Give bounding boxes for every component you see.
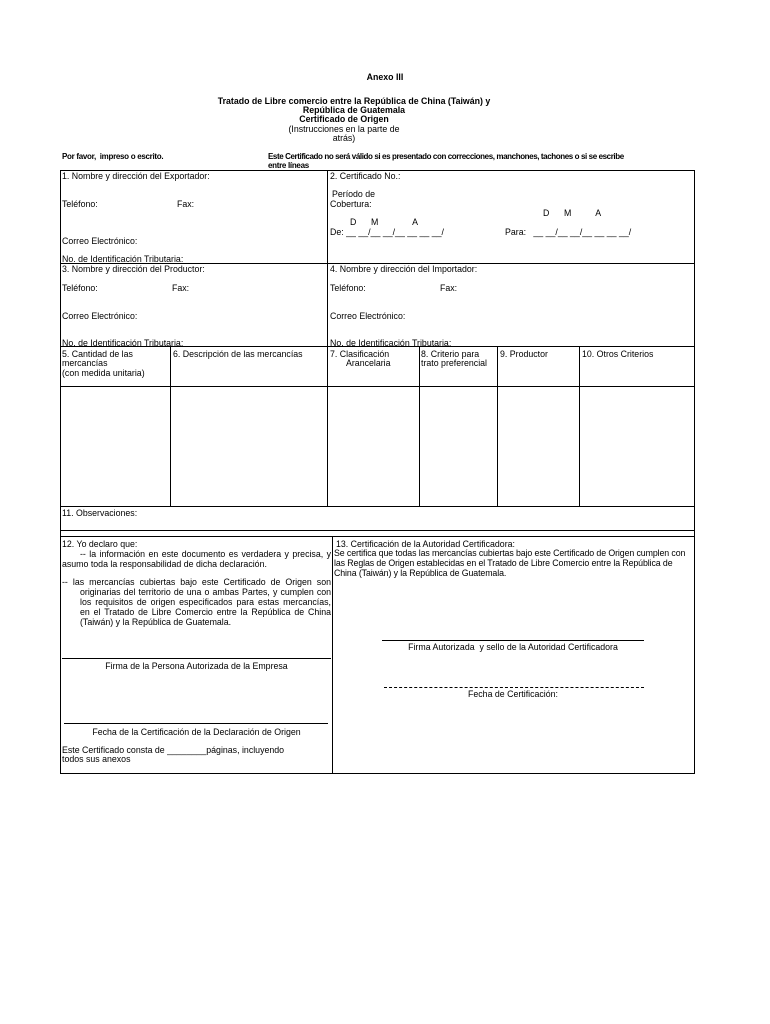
producer-email-label: Correo Electrónico: [62,311,138,321]
producer-taxid-label: No. de Identificación Tributaria: [62,338,184,348]
col5-header-line1: 5. Cantidad de las [62,349,133,359]
pages-count-line1: Este Certificado consta de ________páginas, incluyendo [62,745,285,755]
declaration-title: 12. Yo declaro que: [62,539,138,549]
declaration-date-line [64,723,328,724]
frame-right-line [694,170,695,774]
certification-date-label: Fecha de Certificación: [468,689,558,699]
exporter-phone-label: Teléfono: [62,199,98,209]
treaty-title: Tratado de Libre comercio entre la República de China (Taiwán) y [217,96,491,106]
instructions-line1: (Instrucciones en la parte de [288,124,400,134]
declaration-paragraph-1: -- la información en este documento es verdadera y precisa, y asumo toda la responsabilidad de dicha declaración. [62,549,331,569]
frame-left-line [60,170,61,774]
validity-note-line2: entre líneas [268,161,309,170]
col8-divider [497,346,498,507]
col9-header: 9. Productor [500,349,548,359]
col5-divider [170,346,171,507]
importer-title: 4. Nombre y dirección del Importador: [330,264,478,274]
col8-header-line2: trato preferencial [421,358,488,368]
col7-header-line1: 7. Clasificación [330,349,390,359]
col9-divider [579,346,580,507]
to-dma-header: D M A [543,208,602,218]
producer-title: 3. Nombre y dirección del Productor: [62,264,205,274]
observations-bottom-line [60,530,695,531]
col6-header: 6. Descripción de las mercancías [173,349,303,359]
coverage-period-label-2: Cobertura: [330,199,372,209]
observations-title: 11. Observaciones: [62,508,138,518]
declaration-paragraph-2: -- las mercancías cubiertas bajo este Certificado de Origen son originarias del territorio de una o ambas Partes, y cumplen con los requisitos de origen especificados para estas mercancías, en el Tratado de Libre Comercio entre la República de China (Taiwán) y la República de Guatemala. [62,577,331,627]
annex-title: Anexo III [366,72,404,82]
col7-divider [419,346,420,507]
frame-bottom-right-line [332,773,695,774]
col10-header: 10. Otros Criterios [582,349,654,359]
coverage-period-label-1: Período de [332,189,376,199]
frame-bottom-left-line [60,773,332,774]
col8-header-line1: 8. Criterio para [421,349,480,359]
instructions-line2: atrás) [332,133,356,143]
certification-date-line [384,687,644,688]
republic-title: República de Guatemala [302,105,406,115]
authority-signature-label: Firma Autorizada y sello de la Autoridad Certificadora [408,642,618,652]
print-note: Por favor, impreso o escrito. [62,152,164,161]
authority-signature-line [382,640,644,641]
authority-paragraph: Se certifica que todas las mercancías cubiertas bajo este Certificado de Origen cumplen con las Reglas de Origen establecidas en el Tratado de Libre Comercio entre la República de China (Taiwán) y la República de Guatemala. [334,548,686,578]
col5-header-line3: (con medida unitaria) [62,368,145,378]
pages-count-line2: todos sus anexos [62,754,131,764]
declaration-top-line [60,536,695,537]
col5-header-line2: mercancías [62,358,108,368]
upper-divider-line [327,170,328,507]
producer-phone-label: Teléfono: [62,283,98,293]
column-header-line [60,386,695,387]
authority-title: 13. Certificación de la Autoridad Certificadora: [336,539,515,549]
exporter-email-label: Correo Electrónico: [62,236,138,246]
from-dma-header: D M A [350,217,418,227]
exporter-fax-label: Fax: [177,199,195,209]
observations-top-line [60,506,695,507]
col7-header-line2: Arancelaria [346,358,391,368]
importer-taxid-label: No. de Identificación Tributaria: [330,338,452,348]
lower-divider-line [332,536,333,774]
to-date-field: Para: __ __/__ __/__ __ __ __/ [505,227,632,237]
company-signature-label: Firma de la Persona Autorizada de la Empresa [105,661,288,671]
exporter-title: 1. Nombre y dirección del Exportador: [62,171,210,181]
from-date-field: De: __ __/__ __/__ __ __ __/ [330,227,444,237]
producer-fax-label: Fax: [172,283,190,293]
declaration-date-label: Fecha de la Certificación de la Declaración de Origen [92,727,301,737]
validity-note-line1: Este Certificado no será válido si es presentado con correcciones, manchones, tachones o si se escribe [268,152,624,161]
importer-phone-label: Teléfono: [330,283,366,293]
certificate-number-label: 2. Certificado No.: [330,171,401,181]
exporter-taxid-label: No. de Identificación Tributaria: [62,254,184,264]
importer-fax-label: Fax: [440,283,458,293]
certificate-title: Certificado de Origen [299,114,389,124]
company-signature-line [62,658,331,659]
importer-email-label: Correo Electrónico: [330,311,406,321]
